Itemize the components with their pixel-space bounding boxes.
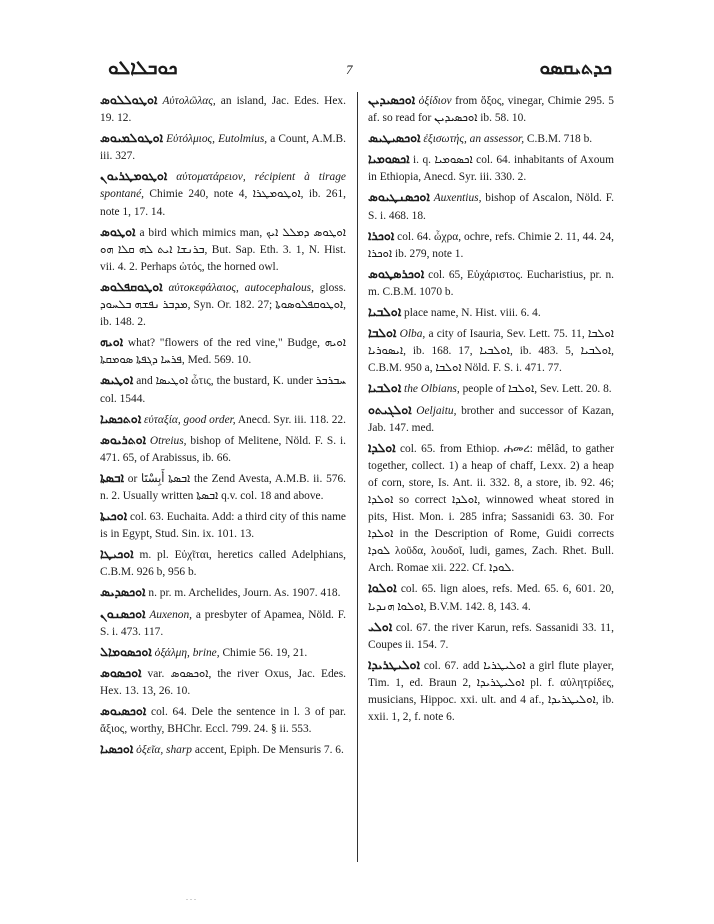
- headword: ܐܘܠܕܐ: [368, 440, 396, 455]
- entry-text: C.B.M. 718 b.: [524, 133, 593, 146]
- column-divider: [357, 92, 358, 862]
- entry-text: or ܐܒܣܬܐ أَبِسْتَا the Zend Avesta, A.M.B. ii. 576. n. 2. Usually written ܐܒܣܬܐ q.v. col. 18 and above.: [100, 472, 347, 502]
- entry-text: Chimie 240, note 4, ܐܘܛܘܡܛܪܐ, ib. 261, note 1, 17. 14.: [100, 188, 346, 218]
- entry-text: Anecd. Syr. iii. 118. 22.: [235, 413, 346, 426]
- headword: ܐܘܛܘܠܡܝܘܣ: [100, 131, 163, 146]
- greek-gloss: ὀξεῖα, sharp: [136, 744, 192, 757]
- running-header: [100, 56, 620, 86]
- greek-gloss: αὐτοματάρειον, récipient à tirage spontané,: [100, 171, 346, 201]
- greek-gloss: ἐξισωτής, an assessor,: [423, 133, 525, 146]
- footer-mark: . . .: [186, 893, 196, 902]
- dictionary-entry: [368, 130, 614, 148]
- headword: ܐܘܠܝܛܪܝܕܐ: [368, 657, 420, 672]
- headword: ܐܘܠܒܝܐ: [368, 305, 402, 320]
- dictionary-entry: [368, 325, 614, 377]
- entry-text: col. 63. Euchaita. Add: a third city of this name is in Egypt, Stud. Sin. ix. 101. 13.: [100, 511, 346, 541]
- dictionary-entry: [368, 304, 614, 322]
- entry-text: var. ܐܘܟܣܘܣ, the river Oxus, Jac. Edes. Hex. 13. 13, 26. 10.: [100, 667, 346, 697]
- headword: ܐܘܠܝ: [368, 619, 393, 634]
- dictionary-entry: [100, 279, 346, 331]
- entry-text: a presbyter of Apamea, Nöld. F. S. i. 473. 117.: [100, 608, 346, 638]
- headword: ܐܘܟܣܝܘܣ: [100, 704, 147, 718]
- dictionary-entry: [368, 189, 614, 224]
- entry-text: Chimie 56. 19, 21.: [219, 646, 308, 659]
- headword: ܐܘܟܣܘܣ: [100, 665, 142, 680]
- greek-gloss: ὀξάλμη, brine,: [154, 646, 220, 659]
- headword: ܐܘܟܣܝܕܝܢ: [368, 93, 416, 107]
- entry-text: an island, Jac. Edes. Hex. 19. 12.: [100, 95, 346, 125]
- entry-text: m. pl. Εὐχῖται, heretics called Adelphians, C.B.M. 926 b, 956 b.: [100, 549, 346, 579]
- dictionary-entry: [100, 741, 346, 759]
- entry-text: col. 67. the river Karun, refs. Sassanidi 33. 11, Coupes ii. 154. 7.: [368, 621, 614, 651]
- entry-text: place name, N. Hist. viii. 6. 4.: [404, 307, 541, 320]
- entry-text: and ܐܘܛܝܣܐ ὦτις, the bustard, K. under ܚܒܪܒܪ col. 1544.: [100, 375, 346, 405]
- dictionary-entry: [368, 580, 614, 615]
- dictionary-entry: [368, 440, 614, 578]
- entry-text: col. 65. lign aloes, refs. Med. 65. 6, 601. 20, ܐܘܠܘܐ ܗܢܕܝܐ, B.V.M. 142. 8, 143. 4.: [368, 583, 614, 613]
- headword: ܐܘܛܘܡܛܪܝܘܢ: [100, 169, 168, 184]
- dictionary-entry: [100, 508, 346, 543]
- dictionary-entry: [368, 266, 614, 301]
- greek-gloss: Oeljaitu,: [416, 404, 457, 417]
- greek-gloss: Otreius,: [149, 434, 187, 447]
- entry-text: gloss. ܡܕܒܪ ܢܦܫܗ ܒܠܚܘܕ, Syn. Or. 182. 27; ܐܘܛܘܩܦܠܘܣܘܬܐ, ib. 148. 2.: [100, 281, 346, 329]
- dictionary-entry: [100, 130, 346, 165]
- entry-text: from ὄξος, vinegar, Chimie 295. 5 af. so read for ܐܘܟܣܝܕܝܢ ib. 58. 10.: [368, 95, 614, 125]
- page-number: 7: [346, 62, 353, 77]
- headword: ܐܘܛܘܠܠܘܣ: [100, 93, 158, 107]
- headword: ܐܘܟܝܛܐ: [100, 547, 134, 562]
- entry-text: bishop of Melitene, Nöld. F. S. i. 471. 65, of Arabissus, ib. 66.: [100, 434, 346, 464]
- dictionary-entry: [100, 224, 346, 276]
- dictionary-entry: [100, 703, 346, 738]
- dictionary-entry: [100, 584, 346, 602]
- entry-text: bishop of Ascalon, Nöld. F. S. i. 468. 18.: [368, 192, 614, 222]
- dictionary-entry: [100, 644, 346, 662]
- entry-text: what? "flowers of the red vine," Budge, ܐܘܝܗ ܦܪܚܐ ܕܓܦܬܐ ܣܘܡܩܬܐ, Med. 569. 10.: [100, 337, 346, 367]
- dictionary-entry: [100, 168, 346, 220]
- entry-text: col. 64. ὦχρα, ochre, refs. Chimie 2. 11, 44. 24, ܐܘܟܪܐ ib. 279, note 1.: [368, 230, 614, 260]
- headword: ܐܘܬܪܝܘܣ: [100, 432, 147, 447]
- dictionary-entry: [100, 470, 346, 505]
- entry-text: a city of Isauria, Sev. Lett. 75. 11, ܐܘܠܒܐ ܐܝܣܘܪܝܐ, ib. 168. 17, ܐܘܠܒܝܐ, ib. 483. 5, ܐܘܠܒܝܐ, C.B.M. 950 a, ܐܘܠܒܐ Nöld. F. S. i. 471. 77.: [368, 328, 614, 375]
- left-running-title: ܟܘܒܠܐܠܘ: [108, 58, 178, 79]
- dictionary-entry: [368, 151, 614, 186]
- headword: ܐܘܟܪܐ: [368, 228, 395, 243]
- headword: ܐܘܟܣܢܘܢ: [100, 606, 146, 621]
- greek-gloss: εὐταξία, good order,: [144, 413, 236, 426]
- dictionary-entry: [100, 665, 346, 700]
- dictionary-entry: [100, 606, 346, 641]
- headword: ܐܘܟܪܣܛܘܣ: [368, 266, 425, 281]
- dictionary-entry: [100, 334, 346, 369]
- headword: ܐܘܟܣܕܝܣ: [100, 585, 146, 600]
- entry-text: a Count, A.M.B. iii. 327.: [100, 133, 346, 163]
- greek-gloss: ὀξίδιον: [418, 95, 452, 107]
- entry-text: col. 67. add ܐܘܠܝܛܪܝܐ a girl flute player, Tim. 1, ed. Braun 2, ܐܘܠܝܛܪܝܕܐ pl. f. αὐλητρίδες, musicians, Hippoc. xxi. ult. and 4 af., ܐܘܠܝܛܪܝܕܐ, ib. xxii. 1, 2, f. note 6.: [368, 659, 614, 724]
- greek-gloss: Olba,: [399, 328, 426, 341]
- greek-gloss: αὐτοκεφάλαιος, autocephalous,: [168, 281, 314, 294]
- greek-gloss: Αὐτολῶλας,: [162, 95, 216, 107]
- right-column: [368, 92, 614, 729]
- entry-text: brother and successor of Kazan, Jab. 147. med.: [368, 404, 614, 434]
- headword: ܐܘܟܣܝܐ: [100, 742, 134, 757]
- dictionary-entry: [368, 228, 614, 263]
- entry-text: col. 64. Dele the sentence in l. 3 of par. ἄξιος, worthy, BHChr. Eccl. 799. 24. § ii. 553.: [100, 706, 346, 736]
- entry-text: people of ܐܘܠܒܐ, Sev. Lett. 20. 8.: [459, 383, 612, 396]
- dictionary-entry: [100, 372, 346, 407]
- headword: ܐܘܝܗ: [100, 335, 124, 350]
- dictionary-entry: [100, 411, 346, 429]
- entry-text: i. q. ܐܟܣܘܡܝܐ col. 64. inhabitants of Axoum in Ethiopia, Anecd. Syr. iii. 330. 2.: [368, 154, 614, 184]
- headword: ܐܘܟܣܢܛܝܘܣ: [368, 190, 430, 205]
- entry-text: a bird which mimics man, ܐܘܛܘܣ ܕܡܠܠ ܐܝܟ ܒܪܢܫܐ ܐܝܬ ܠܗ ܩܠܐ ܗܘ, But. Sap. Eth. 3. 1, N. Hist. vii. 4. 2. Perhaps ὠτός, the horned owl.: [100, 226, 347, 273]
- entry-text: col. 65. from Ethiop. ሐመረ: mêlâd, to gather together, collect. 1) a heap of chaff, Lexx. 2) a heap of corn, store, Is. Ant. ii. 332. 8, a store, ib. 92. 46; ܐܘܠܕܐ so correct ܐܘܠܕܐ, winnowed wheat stored in pits, Hist. Mon. i. 285 infra; Sassanidi 63. 30. For ܐܘܠܕܐ in the Description of Rome, Guidi corrects ܠܘܕܐ λοῦδα, λουδοῖ, ludi, games, Zach. Rhet. Bull. Arch. Romae xii. 222. Cf. ܠܘܕܐ.: [368, 442, 614, 575]
- headword: ܐܘܛܝܣ: [100, 373, 134, 388]
- left-column: [100, 92, 346, 762]
- dictionary-entry: [368, 657, 614, 726]
- headword: ܐܘܠܓܝܬܘ: [368, 402, 412, 417]
- dictionary-entry: [100, 92, 346, 127]
- headword: ܐܘܛܘܩܦܠܘܣ: [100, 279, 163, 294]
- headword: ܐܘܛܘܣ: [100, 224, 136, 239]
- dictionary-entry: [100, 432, 346, 467]
- entry-text: accent, Epiph. De Mensuris 7. 6.: [192, 744, 344, 757]
- dictionary-entry: [100, 546, 346, 581]
- entry-text: col. 65, Εὐχάριστος. Eucharistius, pr. n. m. C.B.M. 1070 b.: [368, 268, 614, 298]
- entry-text: n. pr. m. Archelides, Journ. As. 1907. 418.: [148, 587, 341, 600]
- headword: ܐܘܟܣܝܛܝܣ: [368, 131, 421, 146]
- headword: ܐܘܠܘܐ: [368, 581, 397, 596]
- headword: ܐܘܠܒܐ: [368, 326, 397, 341]
- headword: ܐܟܣܘܡܝܐ: [368, 152, 410, 167]
- dictionary-entry: [368, 92, 614, 127]
- greek-gloss: Auxenon,: [149, 608, 193, 621]
- greek-gloss: Auxentius,: [433, 192, 482, 205]
- headword: ܐܘܟܝܬܐ: [100, 509, 128, 524]
- headword: ܐܒܣܬܐ: [100, 470, 124, 485]
- greek-gloss: Εὐτόλμιος, Eutolmius,: [166, 133, 268, 146]
- dictionary-entry: [368, 380, 614, 398]
- headword: ܐܘܠܒܝܐ: [368, 381, 402, 396]
- dictionary-entry: [368, 402, 614, 437]
- greek-gloss: the Olbians,: [404, 383, 460, 396]
- headword: ܐܘܬܟܣܝܐ: [100, 411, 142, 426]
- right-running-title: ܟܕܬܝܩܣܘ: [539, 58, 612, 79]
- dictionary-entry: [368, 619, 614, 654]
- headword: ܐܘܟܣܘܡܐܠ: [100, 644, 152, 659]
